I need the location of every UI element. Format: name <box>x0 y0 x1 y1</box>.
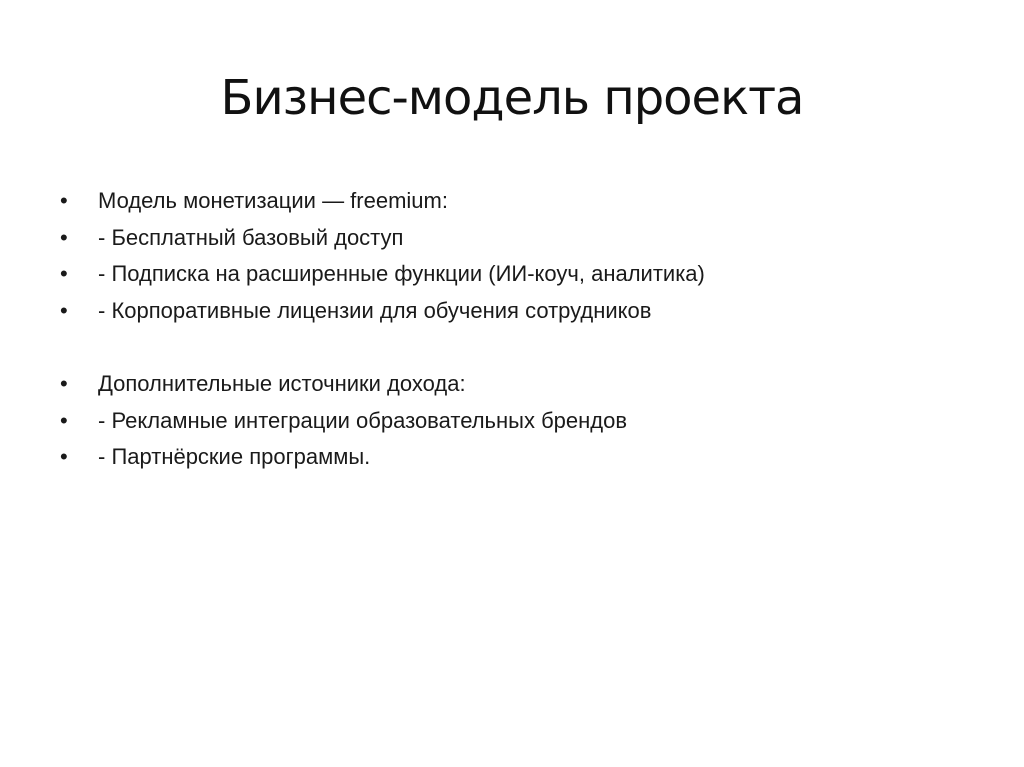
bullet-list <box>60 183 980 476</box>
bullet-text: - Бесплатный базовый доступ <box>98 224 404 250</box>
bullet-item <box>60 366 980 403</box>
bullet-dot-icon: • <box>60 297 68 323</box>
bullet-dot-icon: • <box>60 261 68 286</box>
bullet-dot-icon: • <box>60 407 68 433</box>
bullet-item <box>60 439 980 476</box>
bullet-text: - Партнёрские программы. <box>98 444 371 469</box>
bullet-text: - Подписка на расширенные функции (ИИ-коуч, аналитика) <box>98 261 705 286</box>
slide-title: Бизнес-модель проекта <box>220 70 804 126</box>
bullet-dot-icon: • <box>60 188 68 213</box>
bullet-text: Дополнительные источники дохода: <box>98 371 466 396</box>
bullet-item <box>60 183 980 220</box>
bullet-dot-icon: • <box>60 444 68 469</box>
bullet-dot-icon: • <box>60 224 68 250</box>
bullet-text: - Корпоративные лицензии для обучения сотрудников <box>98 297 652 323</box>
bullet-item <box>60 256 980 293</box>
bullet-item <box>60 220 980 257</box>
bullet-item <box>60 293 980 330</box>
bullet-text: - Рекламные интеграции образовательных брендов <box>98 407 628 433</box>
bullet-dot-icon: • <box>60 371 68 396</box>
bullet-item <box>60 403 980 440</box>
bullet-text: Модель монетизации — freemium: <box>98 188 448 213</box>
